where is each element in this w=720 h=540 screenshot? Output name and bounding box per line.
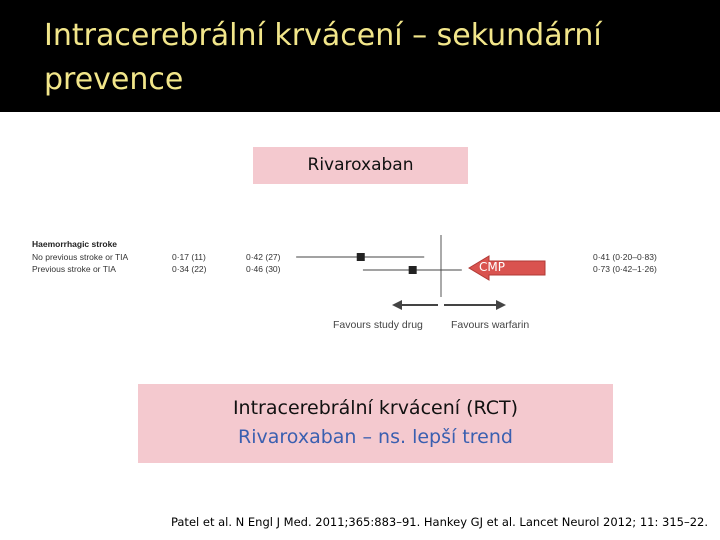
- forest-row-label: No previous stroke or TIA: [32, 252, 129, 262]
- forest-plot: [28, 225, 688, 340]
- favours-right-label: Favours warfarin: [451, 319, 530, 331]
- forest-point: [357, 253, 365, 261]
- favours-left-label: Favours study drug: [333, 319, 423, 331]
- forest-rate-drug: 0·17 (11): [172, 252, 206, 262]
- forest-rate-warfarin: 0·46 (30): [246, 264, 281, 274]
- forest-row-label: Previous stroke or TIA: [32, 264, 116, 274]
- forest-rate-drug: 0·34 (22): [172, 264, 207, 274]
- favours-right-arrowhead: [496, 300, 506, 310]
- citation: Patel et al. N Engl J Med. 2011;365:883–91. Hankey GJ et al. Lancet Neurol 2012; 11: 315–22.: [170, 515, 708, 529]
- drug-label-box: Rivaroxaban: [253, 147, 468, 184]
- title-bar: [0, 0, 720, 112]
- favours-left-arrowhead: [392, 300, 402, 310]
- forest-hr-text: 0·73 (0·42–1·26): [593, 264, 657, 274]
- forest-rate-warfarin: 0·42 (27): [246, 252, 281, 262]
- summary-line-1: Intracerebrální krvácení (RCT): [232, 397, 519, 419]
- summary-box: [138, 384, 613, 463]
- summary-line-2: Rivaroxaban – ns. lepší trend: [238, 426, 513, 448]
- cmp-arrow-label: CMP: [479, 260, 505, 274]
- forest-group-header: Haemorrhagic stroke: [32, 239, 118, 249]
- slide-title: Intracerebrální krvácení – sekundární prevence: [44, 18, 602, 97]
- forest-hr-text: 0·41 (0·20–0·83): [593, 252, 657, 262]
- forest-point: [409, 266, 417, 274]
